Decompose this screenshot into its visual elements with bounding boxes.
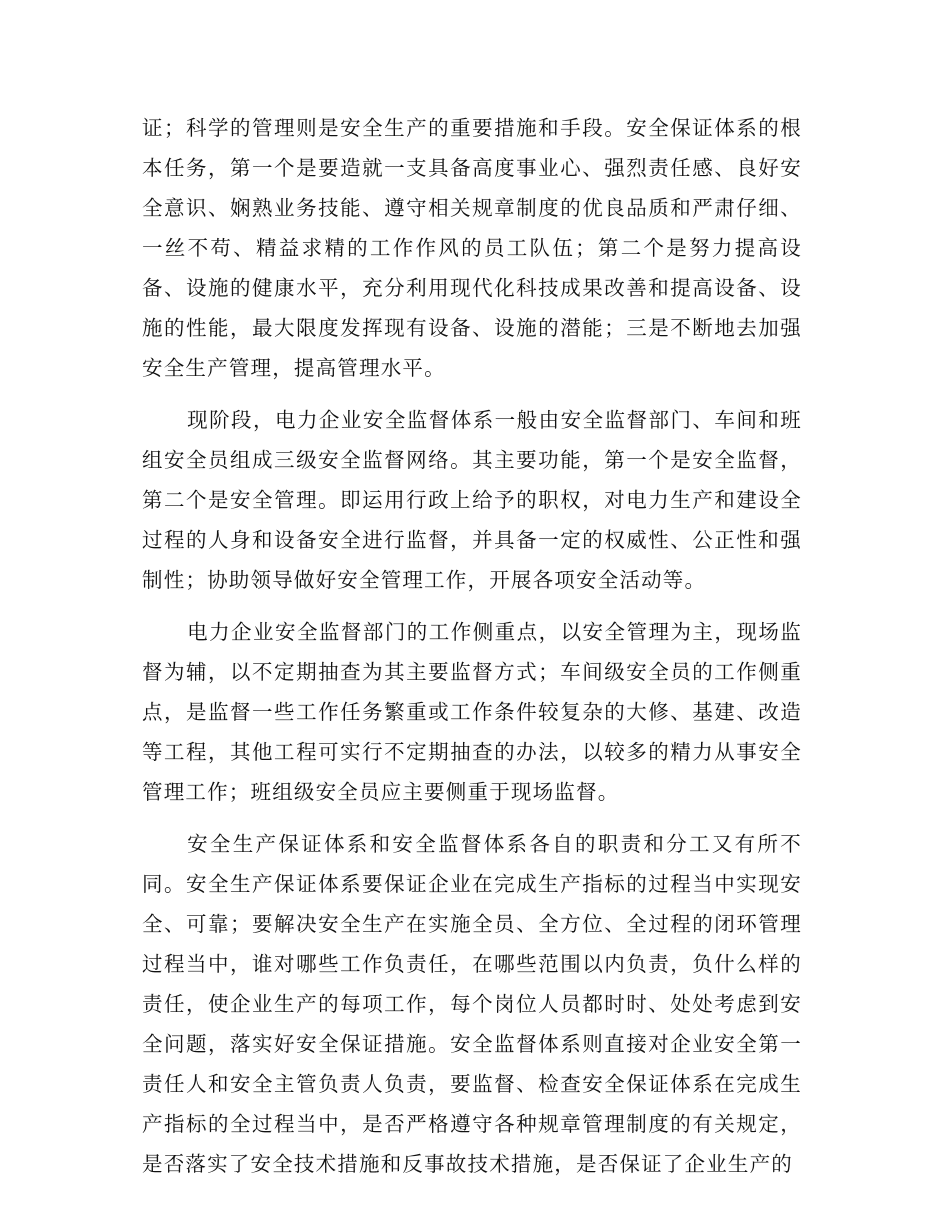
paragraph-continuation: 证；科学的管理则是安全生产的重要措施和手段。安全保证体系的根本任务，第一个是要造就一支具备高度事业心、强烈责任感、良好安全意识、娴熟业务技能、遵守相关规章制度的优良品质和严肃仔细、一丝不苟、精益求精的工作作风的员工队伍；第二个是努力提高设备、设施的健康水平，充分利用现代化科技成果改善和提高设备、设施的性能，最大限度发挥现有设备、设施的潜能；三是不断地去加强安全生产管理，提高管理水平。 bbox=[142, 116, 802, 380]
paragraph-supervision-focus: 电力企业安全监督部门的工作侧重点，以安全管理为主，现场监督为辅，以不定期抽查为其主要监督方式；车间级安全员的工作侧重点，是监督一些工作任务繁重或工作条件较复杂的大修、基建、改造等工程，其他工程可实行不定期抽查的办法，以较多的精力从事安全管理工作；班组级安全员应主要侧重于现场监督。 bbox=[142, 620, 802, 804]
paragraph-responsibilities: 安全生产保证体系和安全监督体系各自的职责和分工又有所不同。安全生产保证体系要保证企业在完成生产指标的过程当中实现安全、可靠；要解决安全生产在实施全员、全方位、全过程的闭环管理过程当中，谁对哪些工作负责任，在哪些范围以内负责，负什么样的责任，使企业生产的每项工作，每个岗位人员都时时、处处考虑到安全问题，落实好安全保证措施。安全监督体系则直接对企业安全第一责任人和安全主管负责人负责，要监督、检查安全保证体系在完成生产指标的全过程当中，是否严格遵守各种规章管理制度的有关规定，是否落实了安全技术措施和反事故技术措施，是否保证了企业生产的 bbox=[142, 832, 802, 1176]
document-body bbox=[142, 108, 802, 1196]
paragraph-supervision-system: 现阶段，电力企业安全监督体系一般由安全监督部门、车间和班组安全员组成三级安全监督网络。其主要功能，第一个是安全监督，第二个是安全管理。即运用行政上给予的职权，对电力生产和建设全过程的人身和设备安全进行监督，并具备一定的权威性、公正性和强制性；协助领导做好安全管理工作，开展各项安全活动等。 bbox=[142, 408, 802, 592]
